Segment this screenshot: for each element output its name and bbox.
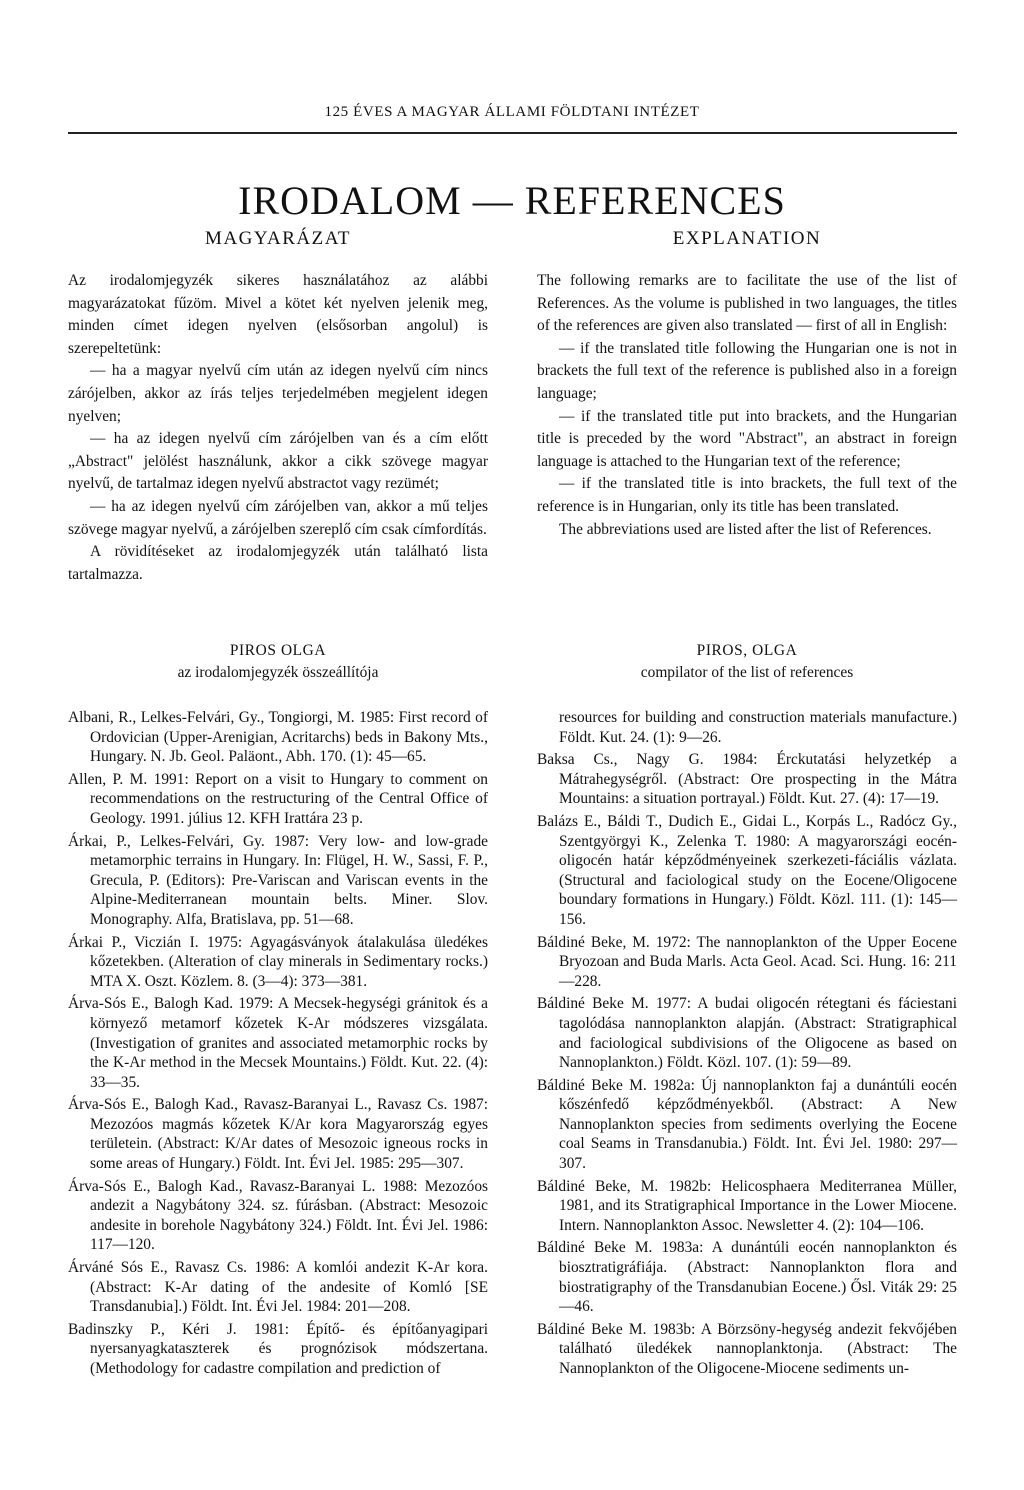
reference-entry: Albani, R., Lelkes-Felvári, Gy., Tongiorgi, M. 1985: First record of Ordovician (Upper-Arenigian, Acritarchs) beds in Bakony Mts., Hungary. N. Jb. Geol. Paläont., Abh. 170. (1): 45—65. xyxy=(68,709,488,766)
reference-entry: Báldiné Beke M. 1982a: Új nannoplankton faj a dunántúli eocén kőszénfedő képződményekből. (Abstract: A New Nannoplankton species from sediments overlying the Eocene coal Seams in Transdanubia.) Földt. Int. Évi Jel. 1980: 297—307. xyxy=(537,1076,957,1173)
explanation-body xyxy=(537,270,957,541)
signature-hungarian xyxy=(68,640,488,684)
reference-entry: Árkai P., Viczián I. 1975: Agyagásványok átalakulása üledékes kőzetekben. (Alteration of clay minerals in Sedimentary rocks.) MTA X. Oszt. Közlem. 8. (3—4): 373—381. xyxy=(68,933,488,990)
paragraph: — if the translated title put into brackets, and the Hungarian title is preceded by the word "Abstract", an abstract in foreign language is attached to the Hungarian text of the reference; xyxy=(537,407,957,470)
reference-entry: Baksa Cs., Nagy G. 1984: Érckutatási helyzetkép a Mátrahegységről. (Abstract: Ore prospecting in the Mátra Mountains: a situation portrayal.) Földt. Kut. 27. (4): 17—19. xyxy=(537,751,957,808)
paragraph: — ha a magyar nyelvű cím után az idegen nyelvű cím nincs zárójelben, akkor az írás teljes terjedelmében megjelent idegen nyelven; xyxy=(68,362,488,425)
reference-entry: Báldiné Beke M. 1983a: A dunántúli eocén nannoplankton és biosztratigráfiája. (Abstract: Nannoplankton flora and biostratigraphy of the Transdanubian Eocene.) Ősl. Viták 29: 25—46. xyxy=(537,1239,957,1316)
reference-entry: Báldiné Beke M. 1977: A budai oligocén rétegtani és fáciestani tagolódása nannoplankton alapján. (Abstract: Stratigraphical and faciological subdivisions of the Oligocene as based on Nannoplankton.) Földt. Közl. 107. (1): 59—89. xyxy=(537,995,957,1072)
paragraph: The following remarks are to facilitate the use of the list of References. As the volume is published in two languages, the titles of the references are given also translated — first of all in English: xyxy=(537,272,957,335)
explanation-body xyxy=(68,270,488,586)
reference-entry: Báldiné Beke, M. 1982b: Helicosphaera Mediterranea Müller, 1981, and its Stratigraphical Importance in the Lower Miocene. Intern. Nannoplankton Assoc. Newsletter 4. (2): 104—106. xyxy=(537,1177,957,1234)
signature-english xyxy=(537,640,957,684)
explanation-hungarian xyxy=(68,228,488,586)
reference-entry: Báldiné Beke, M. 1972: The nannoplankton of the Upper Eocene Bryozoan and Buda Marls. Acta Geol. Acad. Sci. Hung. 16: 211—228. xyxy=(537,933,957,990)
explanation-english xyxy=(537,228,957,541)
reference-entry: Árváné Sós E., Ravasz Cs. 1986: A komlói andezit K-Ar kora. (Abstract: K-Ar dating of the andesite of Komló [SE Transdanubia].) Földt. Int. Évi Jel. 1984: 201—208. xyxy=(68,1259,488,1316)
paragraph: The abbreviations used are listed after the list of References. xyxy=(559,520,932,538)
paragraph: — ha az idegen nyelvű cím zárójelben van és a cím előtt „Abstract" jelölést használunk, akkor a cikk szövege magyar nyelvű, de tartalmaz idegen nyelvű abstractot vagy rezümét; xyxy=(68,430,488,493)
reference-entry: Árkai, P., Lelkes-Felvári, Gy. 1987: Very low- and low-grade metamorphic terrains in Hungary. In: Flügel, H. W., Sassi, F. P., Grecula, P. (Editors): Pre-Variscan and Variscan events in the Alpine-Mediterranean mountain belts. Miner. Slov. Monography. Alfa, Bratislava, pp. 51—68. xyxy=(68,832,488,928)
running-head: 125 ÉVES A MAGYAR ÁLLAMI FÖLDTANI INTÉZET xyxy=(324,104,700,120)
paragraph: Az irodalomjegyzék sikeres használatához az alábbi magyarázatokat fűzöm. Mivel a kötet két nyelven jelenik meg, minden címet idegen nyelven (elsősorban angolul) is szerepeltetünk: xyxy=(68,272,488,357)
references-column-left xyxy=(68,708,488,1382)
reference-entry: Árva-Sós E., Balogh Kad., Ravasz-Baranyai L. 1988: Mezozóos andezit a Nagybátony 324. sz. fúrásban. (Abstract: Mesozoic andesite in borehole Nagybátony 324.) Földt. Int. Évi Jel. 1986: 117—120. xyxy=(68,1177,488,1254)
reference-entry: Báldiné Beke M. 1983b: A Börzsöny-hegység andezit fekvőjében található üledékek nannoplanktonja. (Abstract: The Nannoplankton of the Oligocene-Miocene sediments un- xyxy=(537,1320,957,1377)
paragraph: — ha az idegen nyelvű cím zárójelben van, akkor a mű teljes szövege magyar nyelvű, a zárójelben szereplő cím csak címfordítás. xyxy=(68,497,488,538)
signature-name: PIROS, OLGA xyxy=(696,642,798,659)
reference-entry: Badinszky P., Kéri J. 1981: Építő- és építőanyagipari nyersanyagkataszterek és prognózisok módszertana. (Methodology for cadastre compilation and prediction of xyxy=(68,1320,488,1377)
signature-role: compilator of the list of references xyxy=(640,664,854,681)
references-column-right xyxy=(537,708,957,1382)
paragraph: — if the translated title is into brackets, the full text of the reference is in Hungarian, only its title has been translated. xyxy=(537,475,957,515)
reference-entry: Allen, P. M. 1991: Report on a visit to Hungary to comment on recommendations on the restructuring of the Central Office of Geology. 1991. július 12. KFH Irattára 23 p. xyxy=(68,770,488,827)
reference-entry: Balázs E., Báldi T., Dudich E., Gidai L., Korpás L., Radócz Gy., Szentgyörgyi K., Zelenka T. 1980: A magyarországi eocén-oligocén határ képződményeinek szerkezeti-fáciális vázlata. (Structural and faciological study on the Eocene/Oligocene boundary formations in Hungary.) Földt. Közl. 111. (1): 145—156. xyxy=(537,812,957,928)
page-title: IRODALOM — REFERENCES xyxy=(238,177,786,223)
reference-entry: Árva-Sós E., Balogh Kad. 1979: A Mecsek-hegységi gránitok és a környező metamorf kőzetek K-Ar módszeres vizsgálata. (Investigation of granites and associated metamorphic rocks by the K-Ar method in the Mecsek Mountains.) Földt. Kut. 22. (4): 33—35. xyxy=(68,995,488,1091)
header-rule xyxy=(68,132,957,134)
reference-entry: Árva-Sós E., Balogh Kad., Ravasz-Baranyai L., Ravasz Cs. 1987: Mezozóos magmás kőzetek K/Ar kora Magyarország egyes területein. (Abstract: K/Ar dates of Mesozoic igneous rocks in some areas of Hungary.) Földt. Int. Évi Jel. 1985: 295—307. xyxy=(68,1096,488,1173)
section-title-explanation: EXPLANATION xyxy=(672,228,822,249)
section-title-magyarazat: MAGYARÁZAT xyxy=(205,228,351,249)
reference-continuation: resources for building and construction materials manufacture.) Földt. Kut. 24. (1): 9—26. xyxy=(559,709,957,746)
signature-role: az irodalomjegyzék összeállítója xyxy=(177,664,379,681)
paragraph: — if the translated title following the Hungarian one is not in brackets the full text of the reference is published also in a foreign language; xyxy=(537,339,957,402)
signature-name: PIROS OLGA xyxy=(229,642,327,659)
paragraph: A rövidítéseket az irodalomjegyzék után található lista tartalmazza. xyxy=(68,543,488,583)
